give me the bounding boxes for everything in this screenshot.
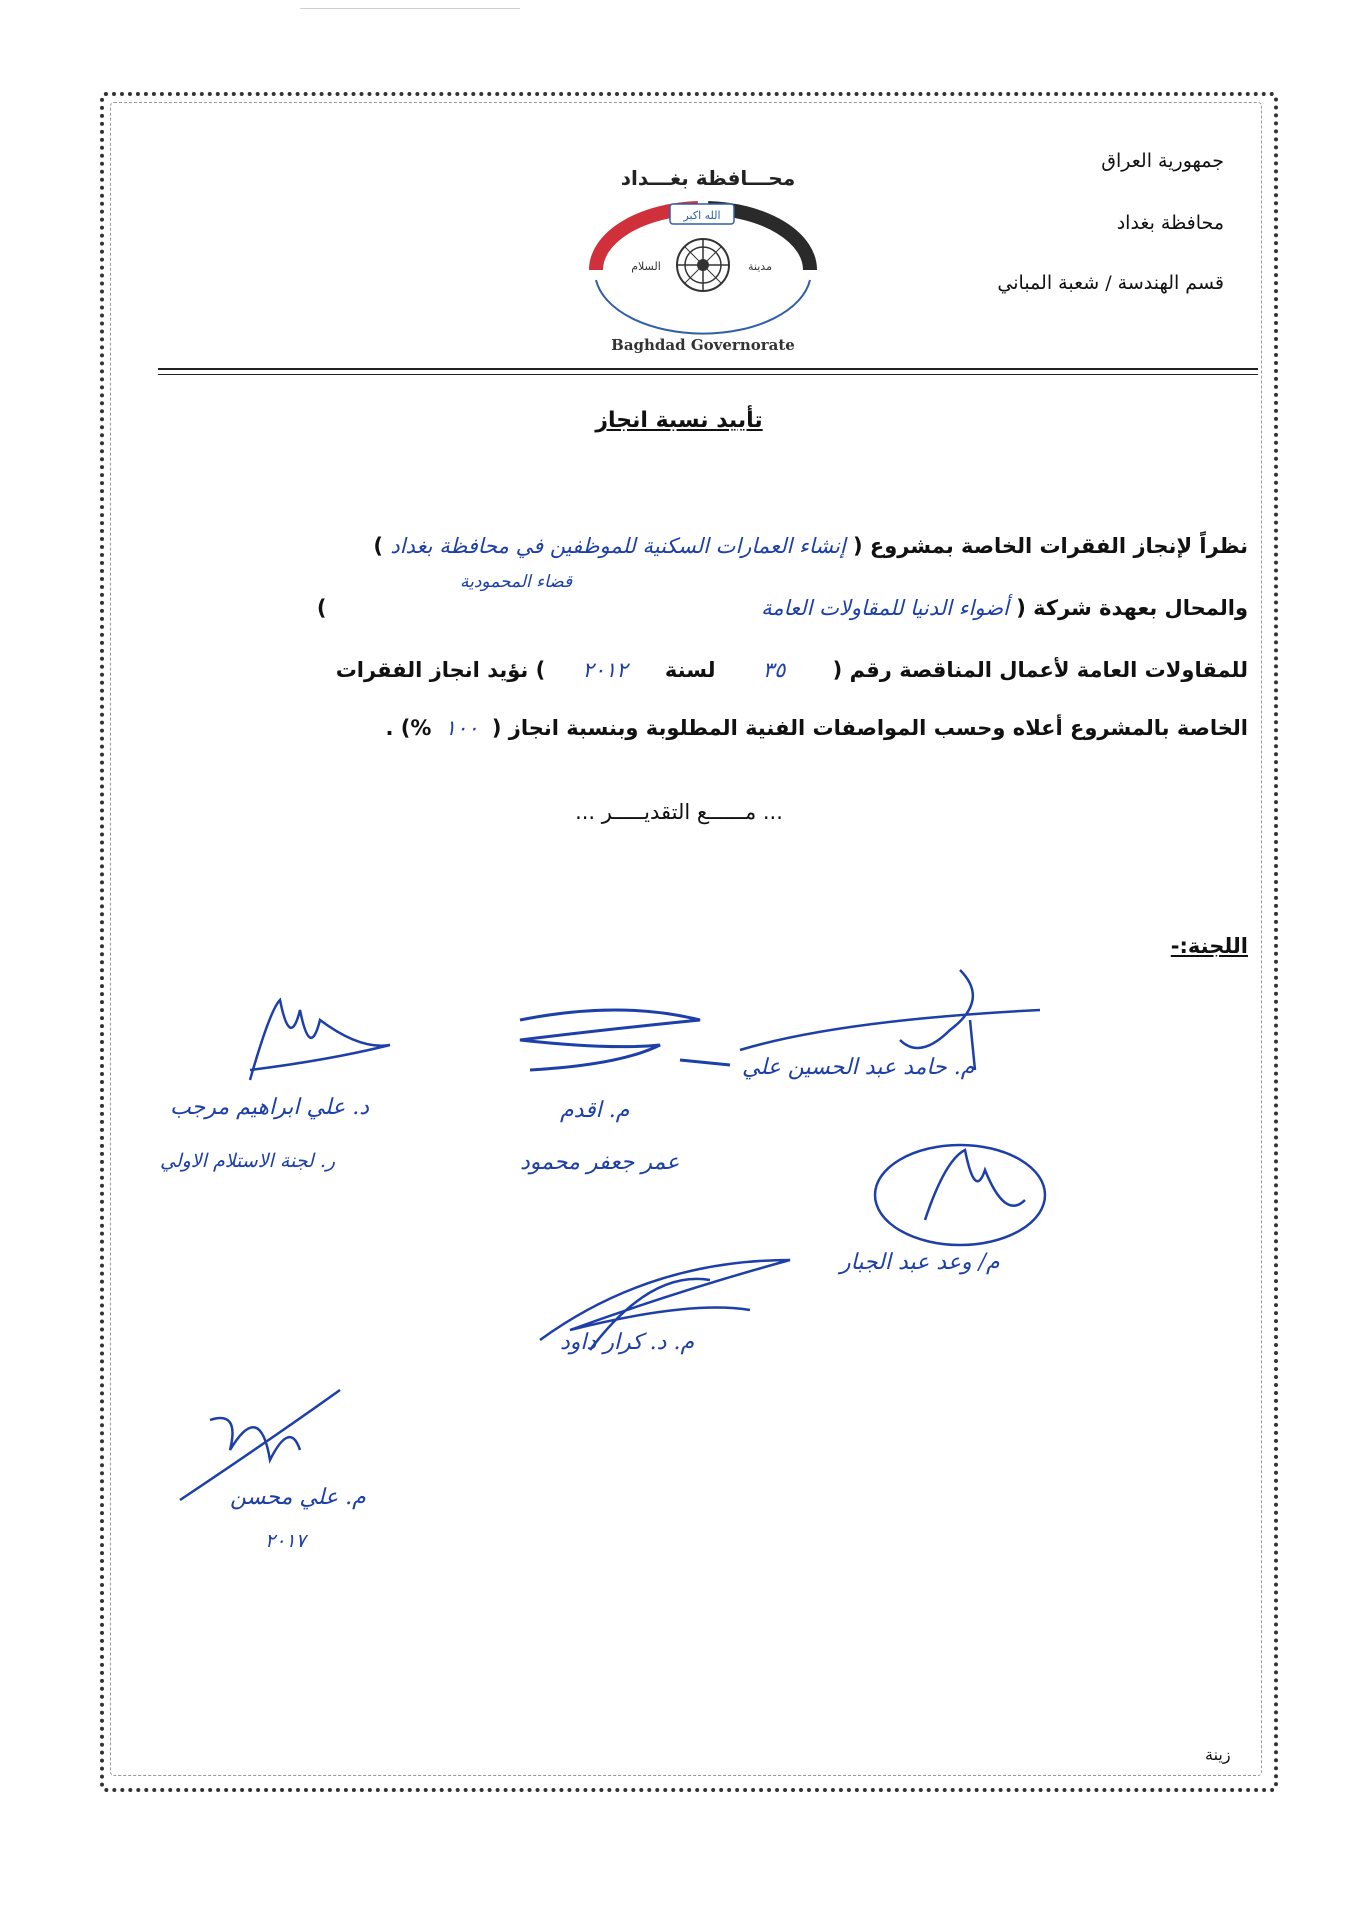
body-line-2: [317, 596, 1248, 620]
header-department: قسم الهندسة / شعبة المباني: [997, 272, 1224, 294]
body-line-3-a: للمقاولات العامة لأعمال المناقصة رقم (: [832, 658, 1248, 682]
company-name-handwritten: أضواء الدنيا للمقاولات العامة: [761, 596, 1009, 620]
closing-regards: ... مــــــع التقديـــــر ...: [575, 800, 783, 824]
body-line-4-a: الخاصة بالمشروع أعلاه وحسب المواصفات الفنية المطلوبة وبنسبة انجاز (: [491, 716, 1248, 740]
tender-number-handwritten: ٣٥: [762, 658, 786, 682]
logo-english: Baghdad Governorate: [611, 336, 795, 354]
signature-6-name: م. علي محسن: [230, 1485, 366, 1510]
signature-6-date: ٢٠١٧: [265, 1530, 306, 1552]
document-title: تأييد نسبة انجاز: [595, 408, 763, 433]
signature-3-scribble: [210, 990, 410, 1090]
body-line-2-close: ): [316, 596, 327, 620]
logo-right-word: مدينة: [748, 260, 772, 273]
signature-3-role: ر. لجنة الاستلام الاولي: [160, 1150, 336, 1172]
project-name-handwritten: إنشاء العمارات السكنية للموظفين في محافظة بغداد: [390, 534, 846, 558]
body-line-3-c: ) نؤيد انجاز الفقرات: [335, 658, 546, 682]
body-line-1-close: ): [373, 534, 384, 558]
district-handwritten: قضاء المحمودية: [460, 572, 573, 592]
footer-initials: زينة: [1205, 1745, 1231, 1764]
body-line-4: [385, 716, 1248, 740]
body-line-3-b: لسنة: [664, 658, 716, 682]
signature-5-name: م. د. كرار داود: [560, 1330, 695, 1355]
logo-emblem-icon: [677, 239, 729, 291]
header-governorate: محافظة بغداد: [1116, 212, 1224, 234]
signature-3-name: د. علي ابراهيم مرجب: [170, 1095, 370, 1120]
body-line-1-typed: نظراً لإنجاز الفقرات الخاصة بمشروع (: [853, 534, 1248, 558]
signature-4-scribble: [865, 1140, 1065, 1260]
signature-2-name: عمر جعفر محمود: [520, 1150, 680, 1175]
logo-title: محـــافظة بغـــداد: [620, 166, 796, 190]
header-divider-thin: [158, 374, 1258, 375]
signature-2-rank: م. اقدم: [560, 1098, 630, 1123]
signature-2-scribble: [500, 990, 740, 1090]
body-line-2-typed: والمحال بعهدة شركة (: [1016, 596, 1248, 620]
signature-4-name: م/ وعد عبد الجبار: [840, 1250, 1000, 1275]
logo-left-word: السلام: [631, 260, 661, 273]
signature-1-name: م. حامد عبد الحسين علي: [742, 1055, 975, 1080]
scan-top-line: [300, 8, 520, 9]
baghdad-governorate-logo: [548, 160, 858, 370]
header-republic: جمهورية العراق: [1101, 150, 1224, 172]
header-divider: [158, 368, 1258, 370]
body-line-4-b: %) .: [385, 716, 432, 740]
logo-motto: الله اكبر: [683, 209, 721, 222]
body-line-3: [336, 658, 1248, 682]
body-line-1: [373, 534, 1248, 558]
committee-label: اللجنة:-: [1170, 934, 1248, 958]
completion-percent-handwritten: ١٠٠: [444, 716, 479, 740]
tender-year-handwritten: ٢٠١٢: [582, 658, 628, 682]
